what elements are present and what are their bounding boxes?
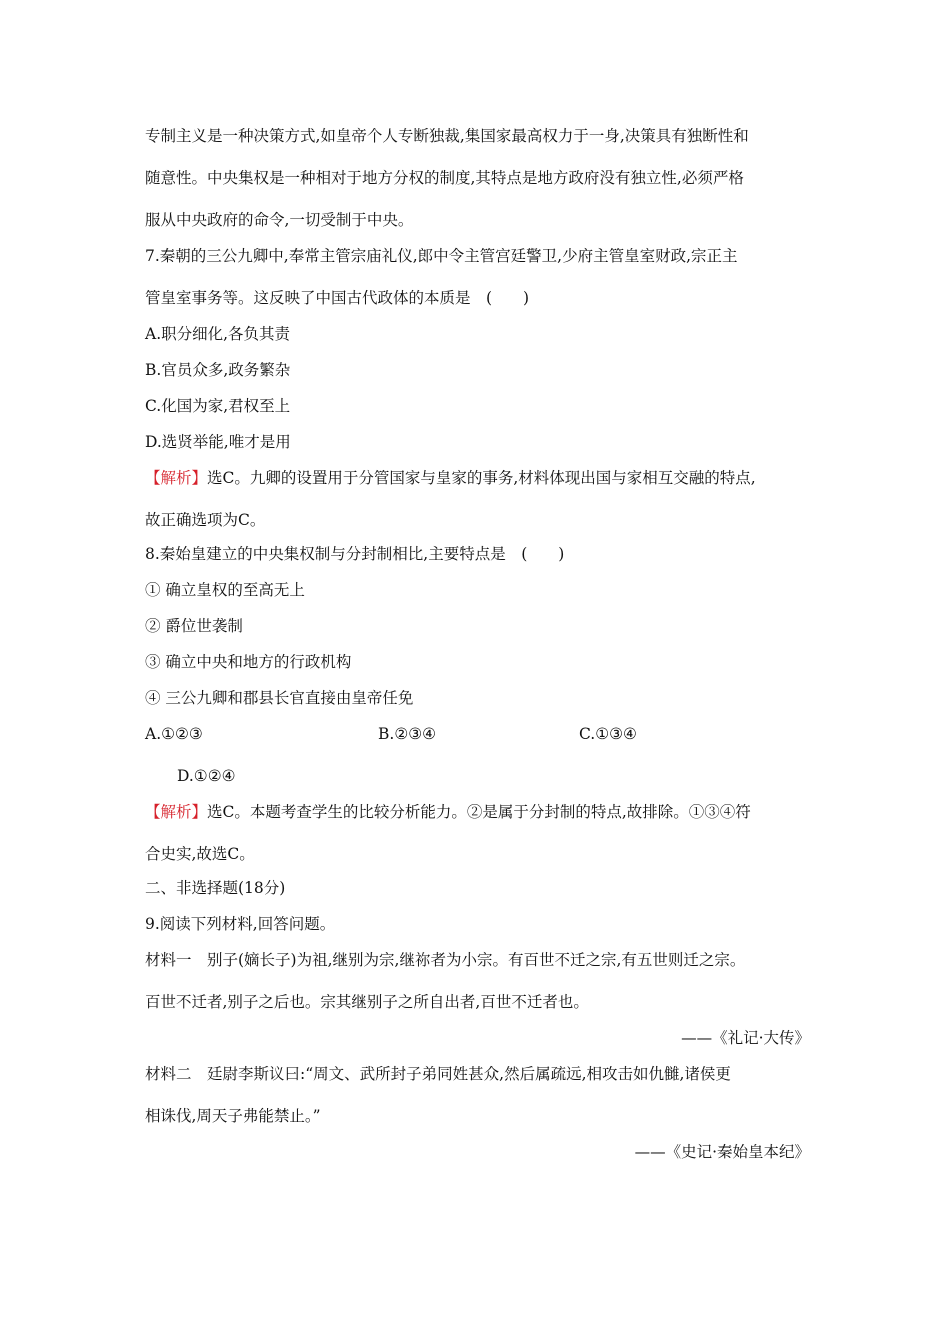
q8-option-d: D.①②④	[177, 767, 236, 785]
q8-option-a: A.①②③	[145, 725, 203, 743]
q7-analysis-tag: 【解析】	[145, 469, 208, 487]
q8-option-b: B.②③④	[378, 725, 437, 743]
q8-analysis-tag: 【解析】	[145, 803, 208, 821]
q7-analysis-line-2: 故正确选项为C。	[145, 511, 266, 529]
q9-stem: 9.阅读下列材料,回答问题。	[145, 915, 336, 933]
q9-material1-source: ——《礼记·大传》	[681, 1029, 810, 1047]
q7-option-d: D.选贤举能,唯才是用	[145, 433, 291, 451]
q8-analysis-text: 选C。本题考查学生的比较分析能力。②是属于分封制的特点,故排除。①③④符	[207, 803, 751, 821]
intro-line-1: 专制主义是一种决策方式,如皇帝个人专断独裁,集国家最高权力于一身,决策具有独断性和	[145, 127, 749, 145]
q8-item-3: ③ 确立中央和地方的行政机构	[145, 653, 352, 671]
q7-analysis-text: 选C。九卿的设置用于分管国家与皇家的事务,材料体现出国与家相互交融的特点,	[207, 469, 756, 487]
q8-options-row	[145, 724, 810, 744]
q8-analysis-line-2: 合史实,故选C。	[145, 845, 255, 863]
q7-option-a: A.职分细化,各负其责	[145, 325, 291, 343]
q7-option-c: C.化国为家,君权至上	[145, 397, 291, 415]
intro-line-3: 服从中央政府的命令,一切受制于中央。	[145, 211, 414, 229]
q8-item-2: ② 爵位世袭制	[145, 617, 243, 635]
q9-material1-line-1: 材料一 别子(嫡长子)为祖,继别为宗,继祢者为小宗。有百世不迁之宗,有五世则迁之宗。	[145, 951, 746, 969]
q7-analysis-line-1	[145, 468, 756, 488]
intro-line-2: 随意性。中央集权是一种相对于地方分权的制度,其特点是地方政府没有独立性,必须严格	[145, 169, 744, 187]
q9-material2-line-1: 材料二 廷尉李斯议曰:“周文、武所封子弟同姓甚众,然后属疏远,相攻击如仇雠,诸侯更	[145, 1065, 731, 1083]
section-heading: 二、非选择题(18分)	[145, 879, 286, 897]
q8-item-4: ④ 三公九卿和郡县长官直接由皇帝任免	[145, 689, 414, 707]
q9-material1-line-2: 百世不迁者,别子之后也。宗其继别子之所自出者,百世不迁者也。	[145, 993, 589, 1011]
q8-option-c: C.①③④	[579, 725, 637, 743]
q9-material2-line-2: 相诛伐,周天子弗能禁止。”	[145, 1107, 321, 1125]
q8-stem: 8.秦始皇建立的中央集权制与分封制相比,主要特点是 ( )	[145, 545, 565, 563]
q8-analysis-line-1	[145, 802, 751, 822]
q8-item-1: ① 确立皇权的至高无上	[145, 581, 305, 599]
q7-stem-line-1: 7.秦朝的三公九卿中,奉常主管宗庙礼仪,郎中令主管宫廷警卫,少府主管皇室财政,宗正主	[145, 247, 738, 265]
q7-option-b: B.官员众多,政务繁杂	[145, 361, 291, 379]
q9-material2-source: ——《史记·秦始皇本纪》	[634, 1143, 810, 1161]
q7-stem-line-2: 管皇室事务等。这反映了中国古代政体的本质是 ( )	[145, 289, 530, 307]
